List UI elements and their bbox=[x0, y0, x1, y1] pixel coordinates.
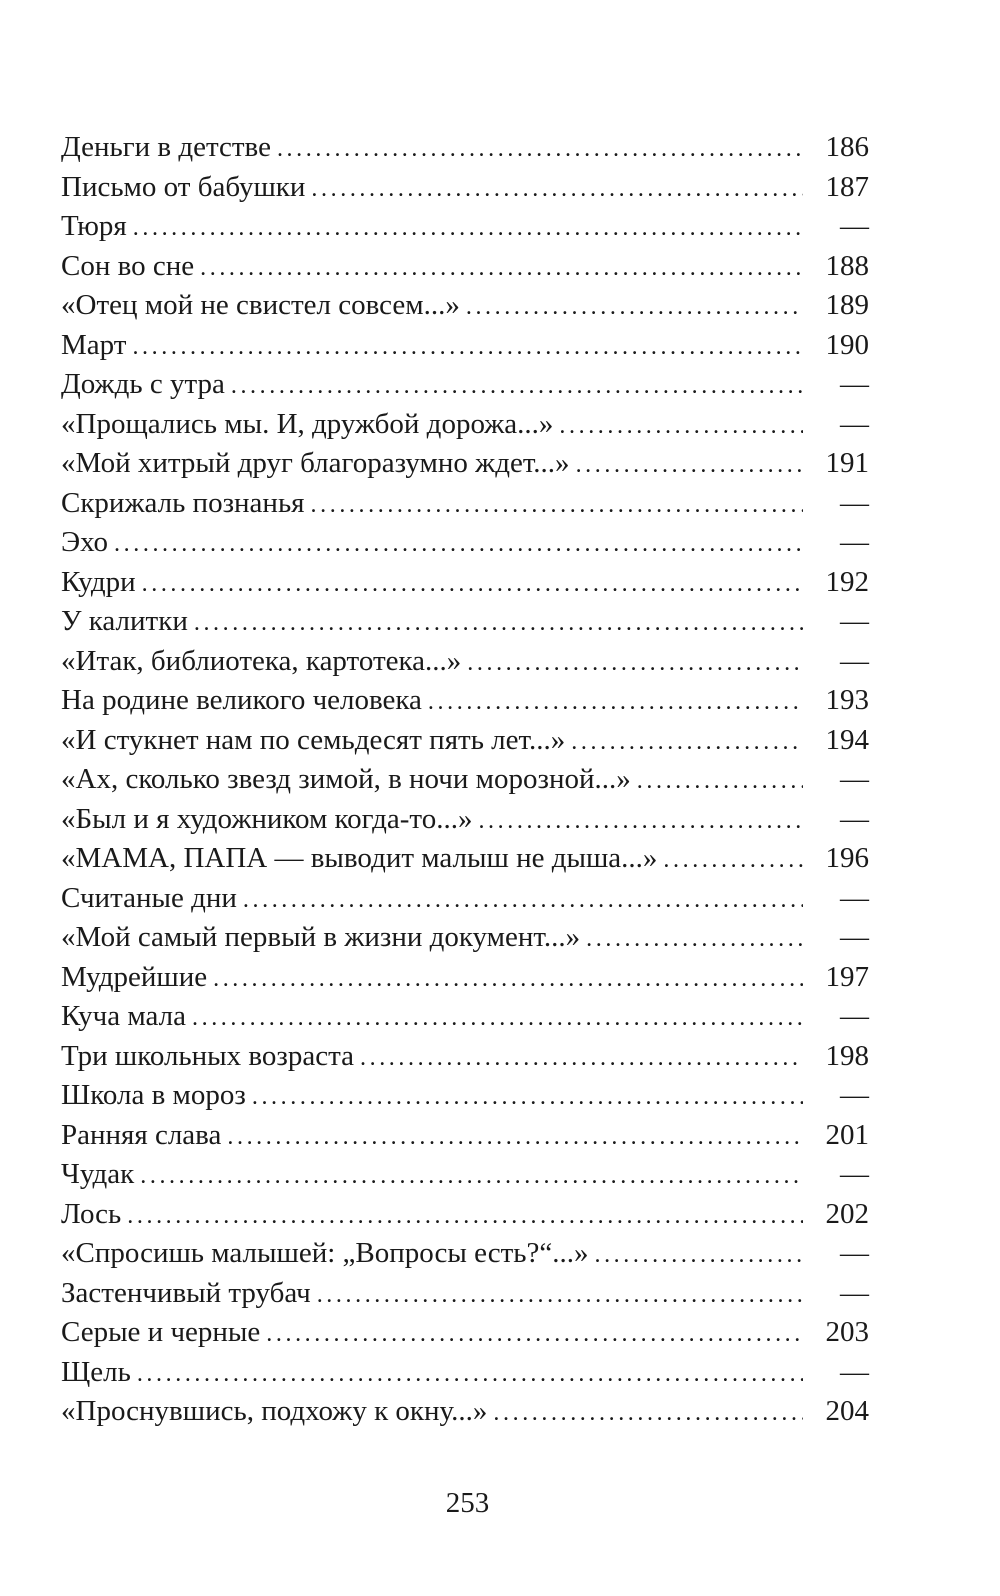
dot-leader bbox=[227, 1118, 803, 1158]
toc-entry bbox=[61, 1195, 869, 1235]
toc-entry-page: — bbox=[840, 605, 869, 637]
dot-leader bbox=[194, 604, 803, 644]
toc-entry-title: Тюря bbox=[61, 210, 127, 242]
dot-leader bbox=[317, 1276, 803, 1316]
toc-entry bbox=[61, 602, 869, 642]
toc-entry-page: — bbox=[840, 1000, 869, 1032]
dot-leader bbox=[243, 881, 803, 921]
toc-entry-page: — bbox=[840, 1237, 869, 1269]
toc-entry bbox=[61, 563, 869, 603]
toc-entry-title: Дождь с утра bbox=[61, 368, 225, 400]
toc-entry-page: 190 bbox=[825, 328, 869, 361]
toc-entry-page: — bbox=[840, 644, 869, 677]
toc-entry-page: — bbox=[840, 763, 869, 795]
dot-leader bbox=[133, 209, 803, 249]
toc-entry-title: «Мой хитрый друг благоразумно ждет...» bbox=[61, 447, 570, 479]
toc-entry-page: — bbox=[840, 368, 869, 400]
toc-entry-title: «Был и я художником когда-то...» bbox=[61, 802, 473, 835]
toc-entry-title: Деньги в детстве bbox=[61, 131, 271, 163]
toc-entry-page: — bbox=[840, 407, 869, 440]
dot-leader bbox=[637, 762, 803, 802]
dot-leader bbox=[559, 407, 803, 447]
toc-entry bbox=[61, 800, 869, 840]
dot-leader bbox=[360, 1039, 803, 1079]
toc-entry bbox=[61, 1274, 869, 1314]
dot-leader bbox=[127, 1197, 803, 1237]
toc-entry-title: Март bbox=[61, 328, 127, 361]
toc-entry-title: Чудак bbox=[61, 1158, 135, 1190]
toc-entry-title: «Проснувшись, подхожу к окну...» bbox=[61, 1395, 488, 1427]
toc-entry-title: «Отец мой не свистел совсем...» bbox=[61, 289, 460, 321]
dot-leader bbox=[266, 1315, 803, 1355]
toc-entry-page: — bbox=[840, 1079, 869, 1111]
toc-entry bbox=[61, 444, 869, 484]
toc-entry-page: 186 bbox=[825, 131, 869, 163]
toc-entry bbox=[61, 1392, 869, 1432]
toc-entry-page: 191 bbox=[825, 447, 869, 479]
dot-leader bbox=[142, 565, 803, 605]
toc-entry bbox=[61, 958, 869, 998]
dot-leader bbox=[428, 683, 803, 723]
toc-entry bbox=[61, 1037, 869, 1077]
toc-entry-title: «МАМА, ПАПА — выводит малыш не дыша...» bbox=[61, 842, 658, 874]
dot-leader bbox=[132, 328, 803, 368]
dot-leader bbox=[114, 525, 803, 565]
toc-entry bbox=[61, 839, 869, 879]
dot-leader bbox=[277, 130, 803, 170]
toc-entry-page: 202 bbox=[825, 1197, 869, 1230]
dot-leader bbox=[571, 723, 803, 763]
toc-entry-title: «И стукнет нам по семьдесят пять лет...» bbox=[61, 723, 566, 756]
dot-leader bbox=[200, 249, 803, 289]
toc-entry-title: Щель bbox=[61, 1355, 131, 1388]
toc-entry bbox=[61, 247, 869, 287]
toc-entry bbox=[61, 1234, 869, 1274]
toc-entry-title: Серые и черные bbox=[61, 1316, 261, 1348]
toc-entry bbox=[61, 997, 869, 1037]
toc-entry-title: Три школьных возраста bbox=[61, 1039, 354, 1072]
dot-leader bbox=[311, 170, 803, 210]
toc-entry-title: Лось bbox=[61, 1197, 122, 1230]
toc-entry bbox=[61, 642, 869, 682]
toc-entry bbox=[61, 405, 869, 445]
toc-entry-page: 187 bbox=[825, 170, 869, 203]
dot-leader bbox=[192, 999, 803, 1039]
toc-entry-title: На родине великого человека bbox=[61, 684, 422, 716]
toc-entry-page: 192 bbox=[825, 565, 869, 598]
toc-entry bbox=[61, 918, 869, 958]
toc-entry-title: Мудрейшие bbox=[61, 960, 208, 993]
toc-entry-page: 201 bbox=[825, 1118, 869, 1151]
toc-entry-title: Школа в мороз bbox=[61, 1079, 246, 1111]
toc-entry bbox=[61, 168, 869, 208]
toc-entry-page: 188 bbox=[825, 249, 869, 282]
toc-entry bbox=[61, 484, 869, 524]
toc-entry-page: — bbox=[840, 210, 869, 242]
toc-entry-title: Скрижаль познанья bbox=[61, 486, 305, 519]
toc-entry-page: 194 bbox=[825, 723, 869, 756]
toc-entry bbox=[61, 1155, 869, 1195]
toc-entry bbox=[61, 207, 869, 247]
toc-entry-title: Куча мала bbox=[61, 1000, 186, 1032]
toc-entry-page: — bbox=[840, 802, 869, 835]
toc-entry bbox=[61, 1076, 869, 1116]
toc-entry-title: «Итак, библиотека, картотека...» bbox=[61, 644, 462, 677]
page-number: 253 bbox=[445, 1487, 490, 1519]
toc-entry-page: — bbox=[840, 1355, 869, 1388]
toc-entry-page: — bbox=[840, 1158, 869, 1190]
toc-entry-page: — bbox=[840, 881, 869, 914]
dot-leader bbox=[140, 1157, 803, 1197]
toc-entry-page: 204 bbox=[825, 1395, 869, 1427]
toc-entry-title: Эхо bbox=[61, 526, 109, 558]
toc-entry-title: Застенчивый трубач bbox=[61, 1276, 311, 1309]
dot-leader bbox=[252, 1078, 803, 1118]
toc-entry-title: «Ах, сколько звезд зимой, в ночи морозной...» bbox=[61, 763, 631, 795]
toc-entry-title: «Мой самый первый в жизни документ...» bbox=[61, 921, 581, 953]
dot-leader bbox=[493, 1394, 803, 1434]
toc-entry-page: 198 bbox=[825, 1039, 869, 1072]
dot-leader bbox=[576, 446, 803, 486]
toc-entry bbox=[61, 1116, 869, 1156]
dot-leader bbox=[478, 802, 803, 842]
toc-entry bbox=[61, 523, 869, 563]
toc-entry-page: 203 bbox=[825, 1316, 869, 1348]
toc-entry-page: — bbox=[840, 1276, 869, 1309]
dot-leader bbox=[467, 644, 803, 684]
toc-entry-page: — bbox=[840, 921, 869, 953]
dot-leader bbox=[663, 841, 803, 881]
toc-entry-title: Сон во сне bbox=[61, 249, 195, 282]
toc-entry bbox=[61, 760, 869, 800]
toc-entry bbox=[61, 365, 869, 405]
toc-entry-title: Считаные дни bbox=[61, 881, 237, 914]
toc-entry bbox=[61, 879, 869, 919]
toc-entry bbox=[61, 286, 869, 326]
toc-entry-title: «Прощались мы. И, дружбой дорожа...» bbox=[61, 407, 554, 440]
toc-entry bbox=[61, 681, 869, 721]
dot-leader bbox=[137, 1355, 803, 1395]
toc-entry-page: 193 bbox=[825, 684, 869, 716]
dot-leader bbox=[311, 486, 803, 526]
dot-leader bbox=[466, 288, 803, 328]
toc-entry-page: 197 bbox=[825, 960, 869, 993]
toc-entry-title: «Спросишь малышей: „Вопросы есть?“...» bbox=[61, 1237, 589, 1269]
toc-entry bbox=[61, 721, 869, 761]
dot-leader bbox=[586, 920, 803, 960]
toc-entry-page: — bbox=[840, 486, 869, 519]
dot-leader bbox=[594, 1236, 803, 1276]
toc-entry-title: Ранняя слава bbox=[61, 1118, 222, 1151]
dot-leader bbox=[231, 367, 803, 407]
toc-entry bbox=[61, 128, 869, 168]
dot-leader bbox=[213, 960, 803, 1000]
table-of-contents bbox=[61, 128, 869, 1432]
toc-entry bbox=[61, 1313, 869, 1353]
toc-entry-title: Кудри bbox=[61, 565, 136, 598]
toc-entry-page: — bbox=[840, 526, 869, 558]
toc-entry-title: Письмо от бабушки bbox=[61, 170, 306, 203]
toc-entry bbox=[61, 1353, 869, 1393]
toc-entry-title: У калитки bbox=[61, 605, 188, 637]
toc-entry bbox=[61, 326, 869, 366]
toc-entry-page: 196 bbox=[825, 842, 869, 874]
toc-entry-page: 189 bbox=[825, 289, 869, 321]
